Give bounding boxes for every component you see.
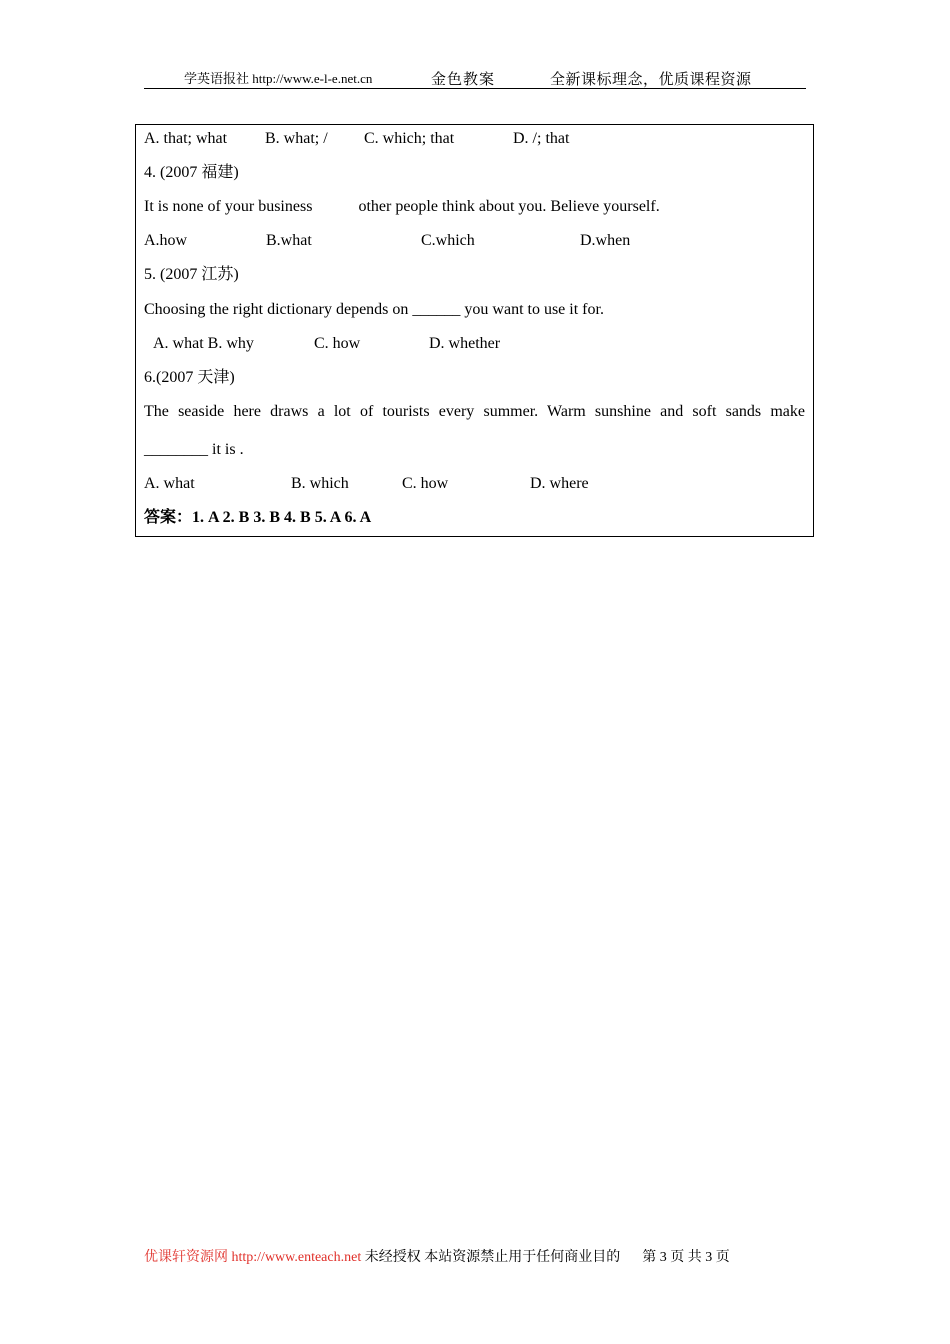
q3-option-d: D. /; that <box>513 130 570 147</box>
q5-source: 5. (2007 江苏) <box>144 266 239 283</box>
q4-stem-after: other people think about you. Believe yourself. <box>358 198 660 215</box>
q6-option-d: D. where <box>530 475 589 492</box>
footer-page-number: 第 3 页 共 3 页 <box>642 1250 730 1265</box>
q6-source: 6.(2007 天津) <box>144 369 235 386</box>
header-slogan: 全新课标理念，优质课程资源 <box>550 72 752 88</box>
q4-source: 4. (2007 福建) <box>144 164 239 181</box>
q4-option-a: A.how <box>144 232 188 249</box>
q3-option-c: C. which; that <box>364 130 455 147</box>
page-footer <box>144 1246 730 1266</box>
q6-option-c: C. how <box>402 475 449 492</box>
q5-option-d: D. whether <box>429 335 501 352</box>
exercise-box <box>135 124 814 537</box>
q4-option-c: C.which <box>421 232 475 249</box>
q6-option-b: B. which <box>291 475 349 492</box>
q4-stem <box>144 197 660 217</box>
page-header <box>144 64 806 89</box>
q5-stem: Choosing the right dictionary depends on ______ you want to use it for. <box>144 301 604 318</box>
q4-option-b: B.what <box>266 232 312 249</box>
q5-option-ab: A. what B. why <box>153 335 254 352</box>
q3-option-b: B. what; / <box>265 130 328 147</box>
q4-option-d: D.when <box>580 232 631 249</box>
answer-key: 答案：1. A 2. B 3. B 4. B 5. A 6. A <box>144 509 372 526</box>
q6-option-a: A. what <box>144 475 195 492</box>
footer-notice: 未经授权 本站资源禁止用于任何商业目的 <box>361 1250 621 1265</box>
q5-option-c: C. how <box>314 335 361 352</box>
footer-site-link[interactable]: 优课轩资源网 http://www.enteach.net <box>144 1250 362 1265</box>
q3-option-a: A. that; what <box>144 130 228 147</box>
header-publisher: 学英语报社 http://www.e-l-e.net.cn <box>184 71 373 86</box>
q4-stem-before: It is none of your business <box>144 198 313 215</box>
q6-stem-line2: ________ it is . <box>144 441 244 458</box>
q6-stem-line1: The seaside here draws a lot of tourists every summer. Warm sunshine and soft sands make <box>144 403 805 420</box>
header-title: 金色教案 <box>431 72 496 88</box>
